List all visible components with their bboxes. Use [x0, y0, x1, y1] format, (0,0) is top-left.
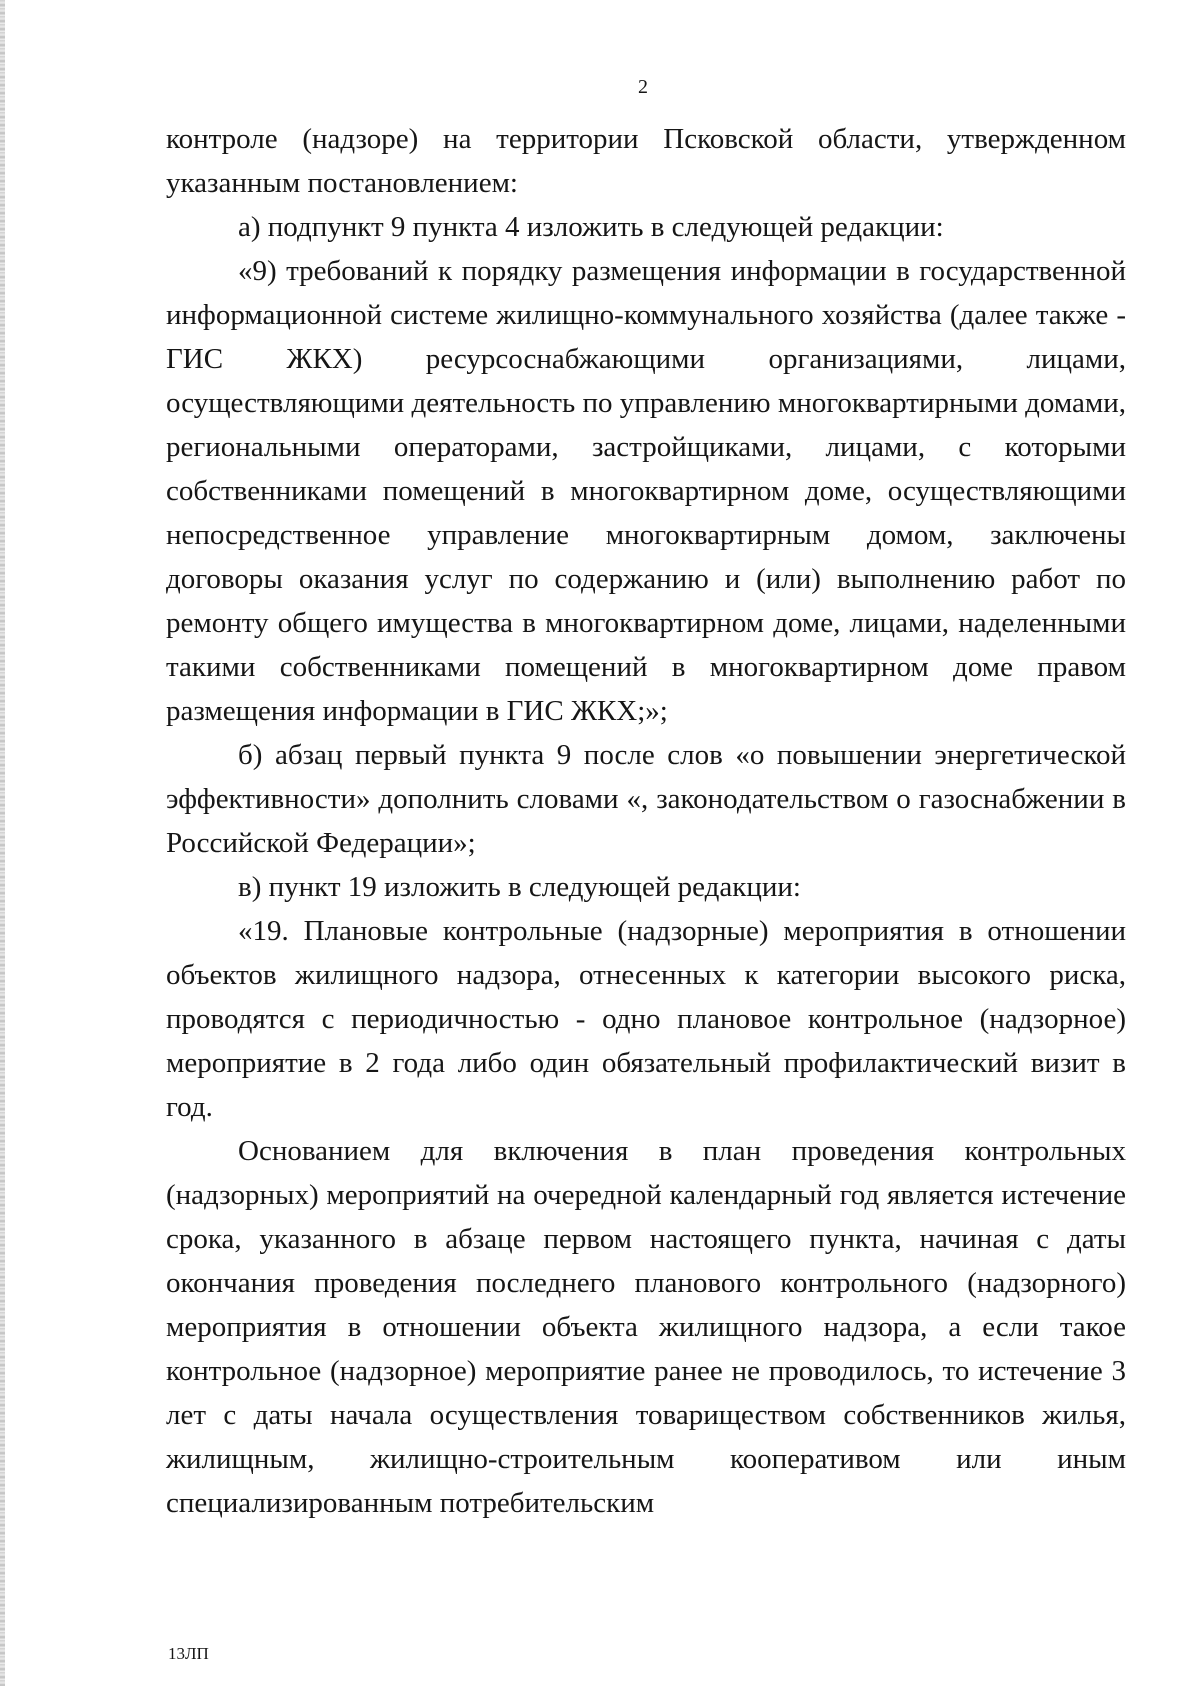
paragraph: в) пункт 19 изложить в следующей редакции: [238, 871, 801, 903]
scan-edge [0, 0, 5, 1686]
page-number: 2 [638, 76, 648, 98]
document-body [166, 117, 1126, 1525]
footer-code: 13ЛП [168, 1644, 209, 1663]
paragraph: «19. Плановые контрольные (надзорные) мероприятия в отношении объектов жилищного надзора, отнесенных к категории высокого риска, проводятся с периодичностью - одно плановое контрольное (надзорное) мероприятие в 2 года либо один обязательный профилактический визит в год. [166, 915, 1126, 1123]
paragraph: Основанием для включения в план проведения контрольных (надзорных) мероприятий на очередной календарный год является истечение срока, указанного в абзаце первом настоящего пункта, начиная с даты окончания проведения последнего планового контрольного (надзорного) мероприятия в отношении объекта жилищного надзора, а если такое контрольное (надзорное) мероприятие ранее не проводилось, то истечение 3 лет с даты начала осуществления товариществом собственников жилья, жилищным, жилищно-строительным кооперативом или иным специализированным потребительским [166, 1135, 1126, 1519]
paragraph: а) подпункт 9 пункта 4 изложить в следующей редакции: [238, 211, 944, 243]
paragraph: б) абзац первый пункта 9 после слов «о повышении энергетической эффективности» дополнить словами «, законодательством о газоснабжении в Российской Федерации»; [166, 739, 1126, 859]
paragraph: контроле (надзоре) на территории Псковской области, утвержденном указанным постановлением: [166, 123, 1126, 199]
paragraph: «9) требований к порядку размещения информации в государственной информационной системе жилищно-коммунального хозяйства (далее также - ГИС ЖКХ) ресурсоснабжающими организациями, лицами, осуществляющими деятельность по управлению многоквартирными домами, региональными операторами, застройщиками, лицами, с которыми собственниками помещений в многоквартирном доме, осуществляющими непосредственное управление многоквартирным домом, заключены договоры оказания услуг по содержанию и (или) выполнению работ по ремонту общего имущества в многоквартирном доме, лицами, наделенными такими собственниками помещений в многоквартирном доме правом размещения информации в ГИС ЖКХ;»; [166, 255, 1126, 727]
